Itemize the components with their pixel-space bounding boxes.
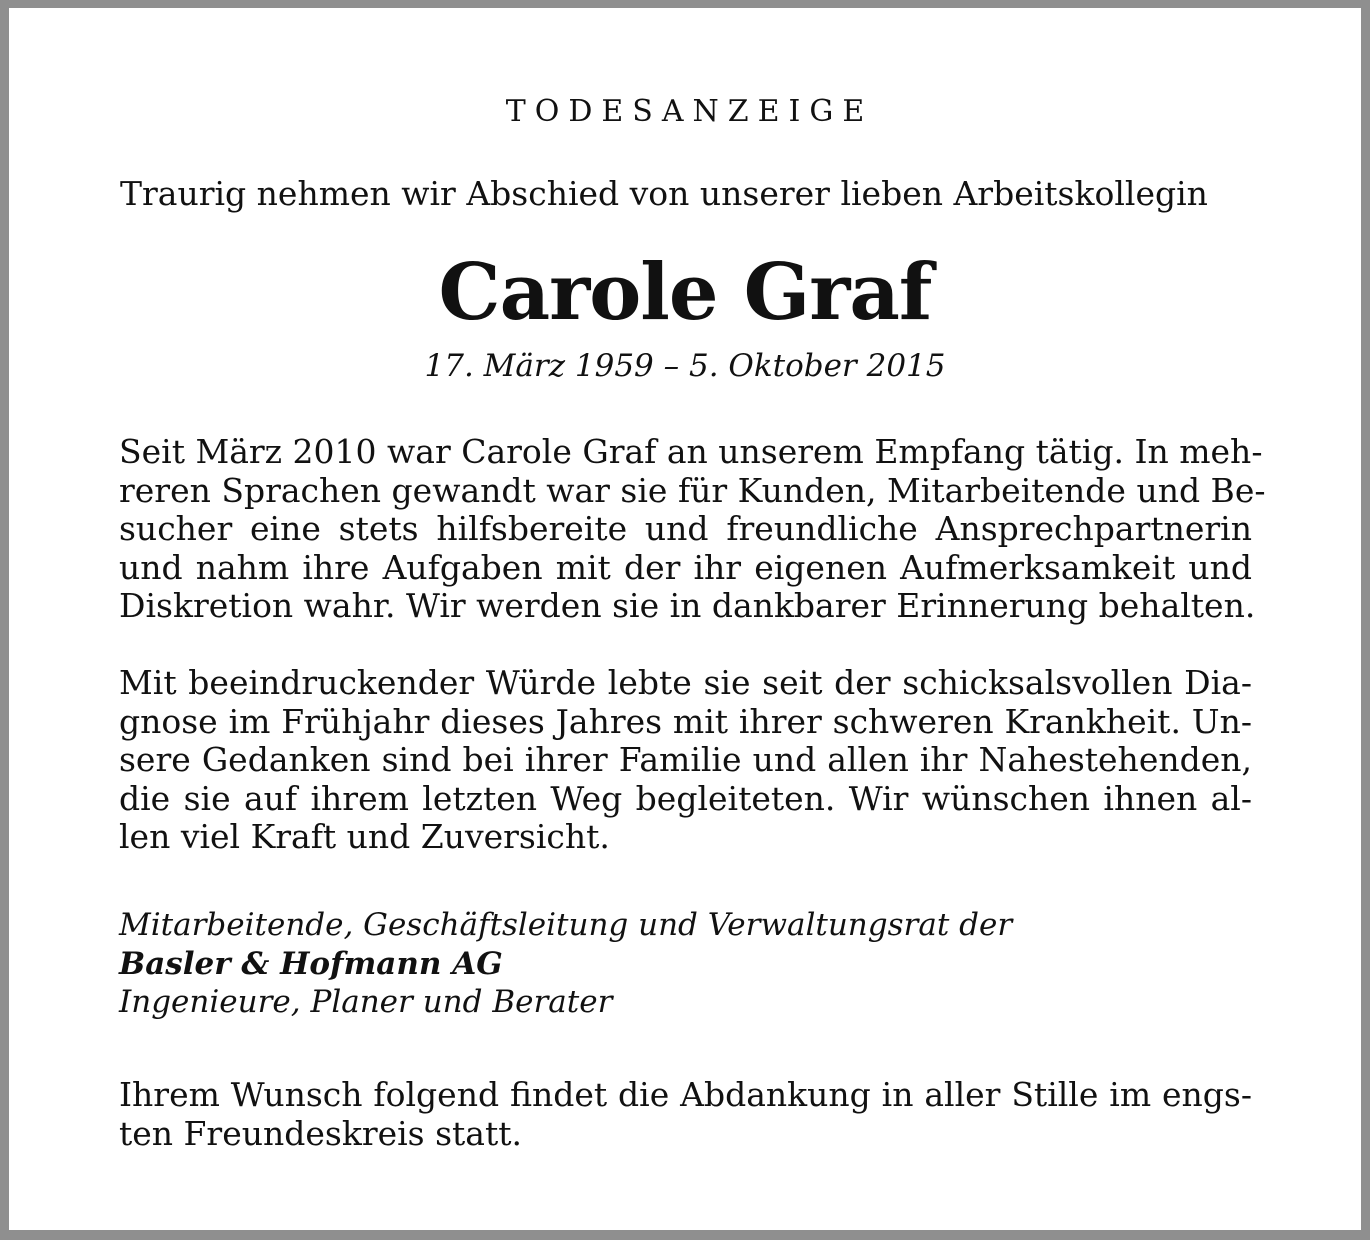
company-tagline: Ingenieure, Planer und Berater (119, 984, 613, 1020)
notice-heading: TODESANZEIGE (505, 94, 874, 129)
text-line: Diskretion wahr. Wir werden sie in dankbarer Erinnerung behalten. (119, 586, 1256, 625)
obituary-page (9, 8, 1361, 1230)
deceased-name: Carole Graf (438, 247, 932, 338)
life-dates: 17. März 1959 – 5. Oktober 2015 (424, 348, 946, 384)
text-line: reren Sprachen gewandt war sie für Kunden, Mitarbeitende und Be- (119, 470, 1266, 510)
paragraph-tribute (119, 432, 1266, 626)
paragraph-funeral-note (119, 1076, 1252, 1153)
text-line: die sie auf ihrem letzten Weg begleiteten. Wir wünschen ihnen al- (119, 778, 1252, 818)
text-line: Seit März 2010 war Carole Graf an unserem Empfang tätig. In meh- (119, 432, 1263, 471)
text-line: gnose im Frühjahr dieses Jahres mit ihrer schweren Krankheit. Un- (119, 701, 1252, 741)
text-line: und nahm ihre Aufgaben mit der ihr eigenen Aufmerksamkeit und (119, 547, 1252, 587)
paragraph-condolence (119, 664, 1252, 857)
text-line: Ihrem Wunsch folgend findet die Abdankung in aller Stille im engs- (119, 1075, 1252, 1114)
company-name: Basler & Hofmann AG (119, 945, 503, 982)
text-line: sucher eine stets hilfsbereite und freundliche Ansprechpartnerin (119, 509, 1252, 548)
signature-line: Mitarbeitende, Geschäftsleitung und Verwaltungsrat der (119, 907, 1013, 943)
text-line: ten Freundeskreis statt. (119, 1113, 522, 1153)
text-line: sere Gedanken sind bei ihrer Familie und allen ihr Nahestehenden, (119, 740, 1252, 779)
signature-block (119, 906, 1219, 1022)
text-line: Mit beeindruckender Würde lebte sie seit der schicksalsvollen Dia- (119, 663, 1252, 702)
text-line: len viel Kraft und Zuversicht. (119, 817, 610, 856)
intro-line: Traurig nehmen wir Abschied von unserer lieben Arbeitskollegin (120, 174, 1208, 213)
